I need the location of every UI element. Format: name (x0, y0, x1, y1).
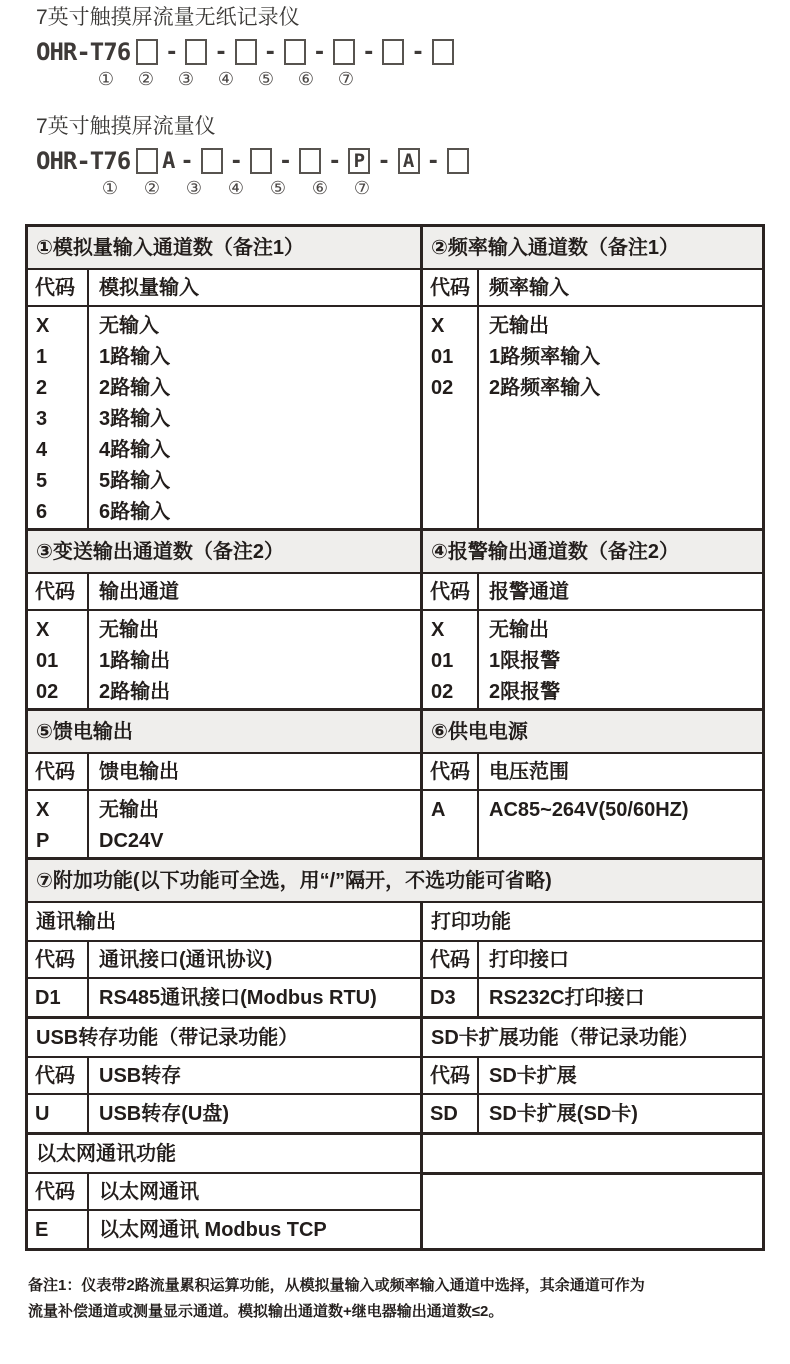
feature-print (423, 903, 762, 1016)
code-value-cell: X (431, 619, 445, 641)
section-header: ②频率输入通道数（备注1） (423, 227, 762, 270)
description-column (479, 611, 762, 708)
model-box-1 (136, 148, 158, 174)
desc-value-cell: RS232C打印接口 (489, 987, 645, 1009)
model-box-4 (299, 148, 321, 174)
code-column (28, 307, 89, 528)
desc-value-cell: SD卡扩展(SD卡) (489, 1103, 638, 1125)
model-box-7 (447, 148, 469, 174)
code-column (28, 611, 89, 708)
model-dash: - (362, 39, 376, 65)
note-line-1: 备注1：仪表带2路流量累积运算功能，从模拟量输入或频率输入通道中选择，其余通道可作为 (28, 1277, 645, 1294)
model-dash: - (377, 148, 391, 174)
column-header-row (423, 574, 762, 611)
desc-value-cell: 5路输入 (99, 470, 171, 492)
model-line-2 (36, 146, 790, 176)
code-column (423, 307, 479, 528)
model-fixed-letter: A (162, 148, 176, 174)
column-header-cell: 模拟量输入 (99, 277, 199, 299)
code-header-cell: 代码 (423, 574, 479, 609)
feature-pair-2 (28, 1016, 762, 1132)
code-column (28, 791, 89, 857)
feature-header: 以太网通讯功能 (28, 1135, 420, 1174)
desc-value-cell: 4路输入 (99, 439, 171, 461)
desc-value-cell: 2路频率输入 (489, 377, 601, 399)
model-box-4 (284, 39, 306, 65)
model-dash: - (165, 39, 179, 65)
desc-value-cell: 1限报警 (489, 650, 561, 672)
code-value-cell: X (36, 315, 50, 337)
code-header-cell: 代码 (28, 1174, 89, 1209)
code-value-cell: E (28, 1211, 89, 1248)
column-header-cell: 通讯接口(通讯协议) (99, 949, 273, 971)
code-value-cell: 3 (36, 408, 48, 430)
model-box-6 (382, 39, 404, 65)
desc-value-cell: 2限报警 (489, 681, 561, 703)
code-value-cell: 01 (36, 650, 59, 672)
code-value-cell: 02 (431, 681, 454, 703)
column-header-row (28, 574, 420, 611)
code-value-cell: X (431, 315, 445, 337)
model-box-5: P (348, 148, 370, 174)
section-pair-1 (28, 227, 762, 528)
section-3 (28, 531, 423, 708)
desc-value-cell: 3路输入 (99, 408, 171, 430)
code-header-cell: 代码 (28, 754, 89, 789)
code-value-cell: P (36, 830, 50, 852)
model-dash: - (411, 39, 425, 65)
feature-header: USB转存功能（带记录功能） (28, 1019, 420, 1058)
circled-number: ③ (185, 178, 203, 198)
section-header: ④报警输出通道数（备注2） (423, 531, 762, 574)
position-numbers-2 (89, 178, 790, 200)
empty-area (423, 1135, 762, 1248)
desc-value-cell: AC85~264V(50/60HZ) (489, 799, 689, 821)
column-header-row (28, 270, 420, 307)
code-header-cell: 代码 (423, 942, 479, 977)
code-value-cell: 2 (36, 377, 48, 399)
desc-value-cell: 无输出 (489, 619, 549, 641)
option-row (423, 1095, 762, 1132)
code-header-cell: 代码 (28, 270, 89, 305)
code-header-cell: 代码 (28, 1058, 89, 1093)
code-header-cell: 代码 (423, 754, 479, 789)
feature-sd (423, 1019, 762, 1132)
description-column (479, 307, 762, 528)
circled-number: ② (137, 69, 155, 89)
section-pair-2 (28, 528, 762, 708)
option-list (28, 307, 420, 528)
model-box-2 (201, 148, 223, 174)
code-value-cell: 5 (36, 470, 48, 492)
model-prefix: OHR-T76 (36, 38, 131, 66)
feature-header: SD卡扩展功能（带记录功能） (423, 1019, 762, 1058)
model-dash: - (312, 39, 327, 65)
model-dash: - (214, 39, 228, 65)
option-row (28, 1095, 420, 1132)
section-header: ⑥供电电源 (423, 711, 762, 754)
code-value-cell: X (36, 619, 50, 641)
code-value-cell: U (28, 1095, 89, 1132)
column-header-cell: 打印接口 (489, 949, 569, 971)
circled-number: ⑥ (311, 178, 329, 198)
section-header: ①模拟量输入通道数（备注1） (28, 227, 420, 270)
code-header-cell: 代码 (423, 270, 479, 305)
circled-number: ① (101, 178, 119, 198)
desc-value-cell: DC24V (99, 830, 164, 852)
model-dash: - (229, 148, 243, 174)
desc-value-cell: RS485通讯接口(Modbus RTU) (99, 987, 377, 1009)
section-2 (423, 227, 762, 528)
feature-pair-1 (28, 903, 762, 1016)
description-column (89, 307, 420, 528)
model-dash: - (263, 39, 277, 65)
model-box-5 (333, 39, 355, 65)
column-header-row (423, 1058, 762, 1095)
column-header-row (28, 754, 420, 791)
description-column (89, 791, 420, 857)
product-title-2: 7英寸触摸屏流量仪 (36, 115, 216, 138)
code-value-cell: X (36, 799, 50, 821)
circled-number: ④ (227, 178, 245, 198)
code-value-cell: SD (423, 1095, 479, 1132)
circled-number: ⑥ (297, 69, 315, 89)
code-column (423, 611, 479, 708)
section-header: ③变送输出通道数（备注2） (28, 531, 420, 574)
section-5 (28, 711, 423, 857)
code-value-cell: 02 (36, 681, 59, 703)
section-4 (423, 531, 762, 708)
feature-usb (28, 1019, 423, 1132)
circled-number: ⑦ (353, 178, 371, 198)
model-dash: - (180, 148, 194, 174)
desc-value-cell: 无输出 (489, 315, 549, 337)
position-numbers-1 (86, 69, 790, 91)
option-list (423, 791, 762, 857)
model-line-1 (36, 37, 790, 67)
section-1 (28, 227, 423, 528)
desc-value-cell: 无输出 (99, 619, 159, 641)
model-box-2 (185, 39, 207, 65)
column-header-cell: USB转存 (99, 1065, 182, 1087)
feature-header: 通讯输出 (28, 903, 420, 942)
model-dash: - (328, 148, 342, 174)
model-box-1 (136, 39, 158, 65)
section-6 (423, 711, 762, 857)
code-column (423, 791, 479, 857)
model-dash: - (278, 148, 293, 174)
empty-cell (423, 1135, 762, 1175)
empty-cell (423, 1175, 762, 1248)
circled-number: ① (97, 69, 115, 89)
section-7 (28, 857, 762, 1248)
circled-number: ⑤ (257, 69, 275, 89)
code-header-cell: 代码 (28, 574, 89, 609)
feature-pair-3 (28, 1132, 762, 1248)
circled-number: ⑦ (337, 69, 355, 89)
feature-ethernet (28, 1135, 423, 1248)
desc-value-cell: 1路频率输入 (489, 346, 601, 368)
desc-value-cell: 6路输入 (99, 501, 171, 523)
option-row (423, 979, 762, 1016)
product-title-1: 7英寸触摸屏流量无纸记录仪 (36, 6, 300, 29)
column-header-row (28, 942, 420, 979)
desc-value-cell: 1路输出 (99, 650, 171, 672)
model-dash: - (426, 148, 440, 174)
desc-value-cell: 2路输入 (99, 377, 171, 399)
code-header-cell: 代码 (423, 1058, 479, 1093)
code-value-cell: 4 (36, 439, 48, 461)
ordering-table (25, 224, 765, 1251)
code-value-cell: 1 (36, 346, 48, 368)
model-prefix: OHR-T76 (36, 147, 131, 175)
model-box-6: A (398, 148, 420, 174)
column-header-cell: 电压范围 (489, 761, 569, 783)
column-header-cell: 频率输入 (489, 277, 569, 299)
feature-header: 打印功能 (423, 903, 762, 942)
option-row (28, 1211, 420, 1248)
description-column (89, 611, 420, 708)
option-list (423, 307, 762, 528)
code-header-cell: 代码 (28, 942, 89, 977)
circled-number: ③ (177, 69, 195, 89)
circled-number: ④ (217, 69, 235, 89)
desc-value-cell: 1路输入 (99, 346, 171, 368)
feature-comm (28, 903, 423, 1016)
column-header-cell: 报警通道 (489, 581, 569, 603)
desc-value-cell: USB转存(U盘) (99, 1103, 229, 1125)
section-header: ⑤馈电输出 (28, 711, 420, 754)
footer-note (28, 1273, 752, 1325)
column-header-row (28, 1058, 420, 1095)
column-header-cell: 馈电输出 (99, 761, 179, 783)
model-box-3 (250, 148, 272, 174)
code-value-cell: D3 (423, 979, 479, 1016)
desc-value-cell: 以太网通讯 Modbus TCP (99, 1219, 327, 1241)
header (0, 0, 790, 200)
model-box-3 (235, 39, 257, 65)
desc-value-cell: 无输出 (99, 799, 159, 821)
section-pair-3 (28, 708, 762, 857)
column-header-cell: SD卡扩展 (489, 1065, 577, 1087)
description-column (479, 791, 762, 857)
section-header: ⑦附加功能(以下功能可全选，用“/”隔开，不选功能可省略) (28, 860, 762, 903)
option-row (28, 979, 420, 1016)
code-value-cell: D1 (28, 979, 89, 1016)
code-value-cell: 01 (431, 346, 454, 368)
code-value-cell: A (431, 799, 446, 821)
code-value-cell: 6 (36, 501, 48, 523)
column-header-row (423, 754, 762, 791)
option-list (28, 791, 420, 857)
desc-value-cell: 无输入 (99, 315, 159, 337)
circled-number: ② (143, 178, 161, 198)
column-header-row (28, 1174, 420, 1211)
option-list (28, 611, 420, 708)
model-box-7 (432, 39, 454, 65)
option-list (423, 611, 762, 708)
note-line-2: 流量补偿通道或测量显示通道。模拟输出通道数+继电器输出通道数≤2。 (28, 1303, 504, 1320)
column-header-row (423, 942, 762, 979)
desc-value-cell: 2路输出 (99, 681, 171, 703)
code-value-cell: 01 (431, 650, 454, 672)
code-value-cell: 02 (431, 377, 454, 399)
column-header-row (423, 270, 762, 307)
circled-number: ⑤ (269, 178, 287, 198)
column-header-cell: 以太网通讯 (99, 1181, 199, 1203)
column-header-cell: 输出通道 (99, 581, 179, 603)
